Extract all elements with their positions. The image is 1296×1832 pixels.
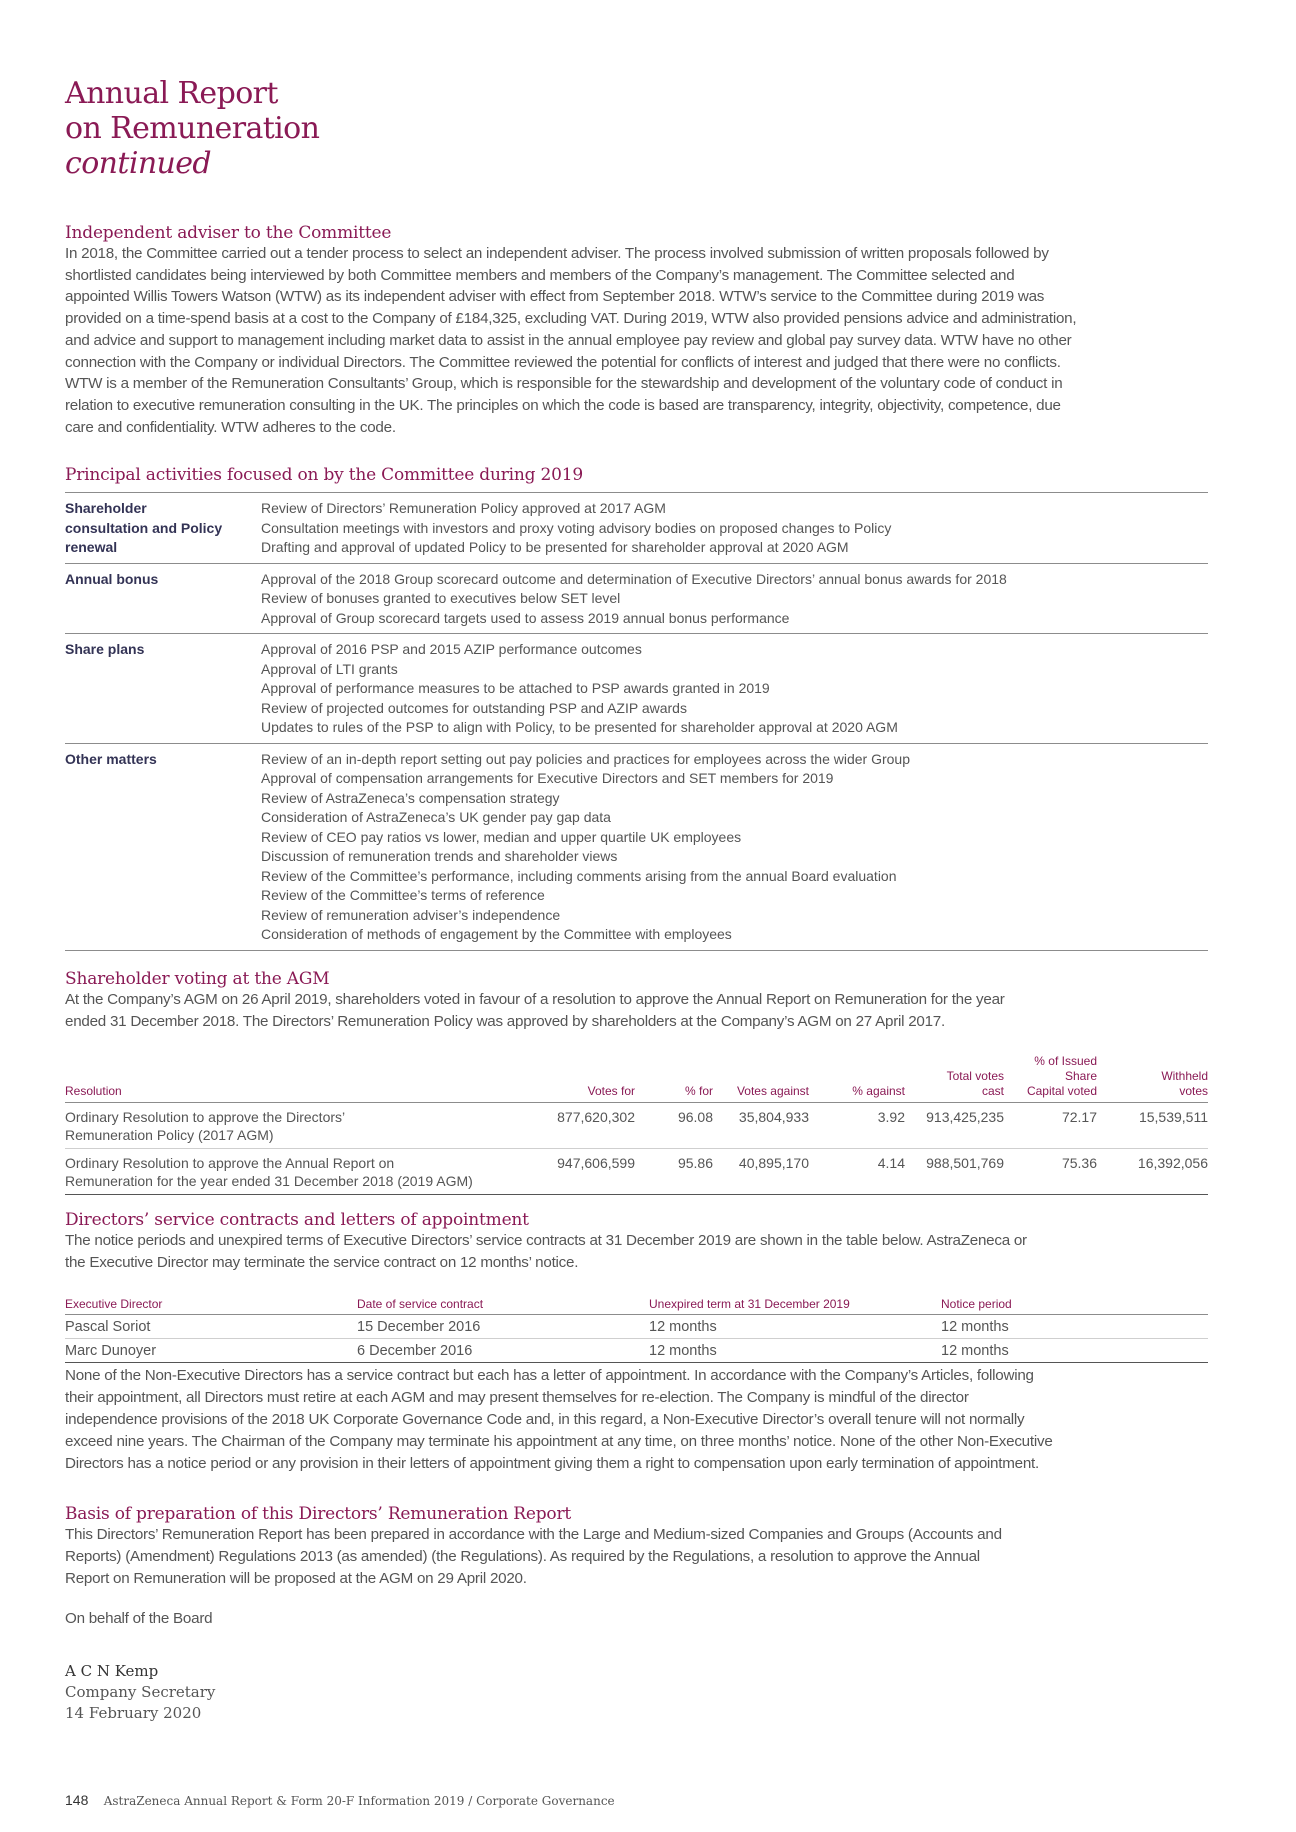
page-title — [65, 76, 319, 181]
pct-for-cell: 96.08 — [635, 1103, 713, 1149]
col-unexpired: Unexpired term at 31 December 2019 — [649, 1297, 941, 1315]
col-votes-against: Votes against — [713, 1054, 809, 1103]
page-footer — [65, 1792, 615, 1808]
resolution-cell: Ordinary Resolution to approve the Annual Report on Remuneration for the year ended 31 December 2018 (2019 AGM) — [65, 1149, 535, 1195]
activity-row-annual-bonus — [65, 564, 1208, 635]
title-continued: continued — [65, 146, 212, 181]
pct-for-cell: 95.86 — [635, 1149, 713, 1195]
contracts-table-wrap — [65, 1297, 1208, 1475]
votes-against-cell: 35,804,933 — [713, 1103, 809, 1149]
page-number: 148 — [65, 1792, 89, 1808]
activity-items: Approval of 2016 PSP and 2015 AZIP performance outcomes Approval of LTI grants Approval of performance measures to be attached to PSP awards granted in 2019 Review of projected outcomes for outstanding PSP and AZIP awards Updates to rules of the PSP to align with Policy, to be presented for shareholder approval at 2020 AGM — [261, 641, 898, 735]
signatory-role: Company Secretary — [65, 1683, 216, 1701]
voting-heading: Shareholder voting at the AGM — [65, 969, 330, 989]
contracts-table — [65, 1297, 1208, 1363]
activity-label: Other matters — [65, 750, 157, 767]
adviser-section — [65, 223, 1208, 438]
col-issued-capital: % of Issued Share Capital voted — [1004, 1054, 1097, 1103]
signatory-name: A C N Kemp — [65, 1662, 159, 1680]
voting-section — [65, 969, 1208, 1033]
col-pct-against: % against — [809, 1054, 905, 1103]
contracts-paragraph: The notice periods and unexpired terms of Executive Directors’ service contracts at 31 December 2019 are shown in the table below. AstraZeneca or the Executive Director may terminate the service contract on 12 months’ notice. — [65, 1232, 1027, 1271]
voting-table — [65, 1054, 1208, 1195]
adviser-heading: Independent adviser to the Committee — [65, 223, 392, 243]
withheld-cell: 16,392,056 — [1097, 1149, 1208, 1195]
pct-against-cell: 4.14 — [809, 1149, 905, 1195]
contracts-heading: Directors’ service contracts and letters of appointment — [65, 1210, 529, 1230]
contracts-section — [65, 1210, 1208, 1274]
basis-heading: Basis of preparation of this Directors’ Remuneration Report — [65, 1504, 572, 1524]
col-resolution: Resolution — [65, 1054, 535, 1103]
issued-cell: 75.36 — [1004, 1149, 1097, 1195]
col-pct-for: % for — [635, 1054, 713, 1103]
votes-against-cell: 40,895,170 — [713, 1149, 809, 1195]
pct-against-cell: 3.92 — [809, 1103, 905, 1149]
activity-items: Review of Directors’ Remuneration Policy approved at 2017 AGM Consultation meetings with investors and proxy voting advisory bodies on proposed changes to Policy Drafting and approval of updated Policy to be presented for shareholder approval at 2020 AGM — [261, 500, 892, 555]
voting-header-row — [65, 1054, 1208, 1103]
activity-row-shareholder — [65, 493, 1208, 564]
voting-paragraph: At the Company’s AGM on 26 April 2019, shareholders voted in favour of a resolution to approve the Annual Report on Remuneration for the year ended 31 December 2018. The Directors’ Remuneration Policy was approved by shareholders at the Company’s AGM on 27 April 2017. — [65, 991, 1005, 1030]
col-director: Executive Director — [65, 1297, 357, 1315]
activity-label: Share plans — [65, 641, 145, 657]
col-notice: Notice period — [941, 1297, 1208, 1315]
col-votes-for: Votes for — [535, 1054, 635, 1103]
title-line-1: Annual Report — [65, 76, 278, 111]
signature-block — [65, 1661, 1208, 1724]
table-row — [65, 1103, 1208, 1149]
on-behalf-text: On behalf of the Board — [65, 1610, 213, 1627]
withheld-cell: 15,539,511 — [1097, 1103, 1208, 1149]
col-date: Date of service contract — [357, 1297, 649, 1315]
col-total-votes: Total votes cast — [905, 1054, 1004, 1103]
basis-paragraph: This Directors’ Remuneration Report has been prepared in accordance with the Large and Medium-sized Companies and Groups (Accounts and Reports) (Amendment) Regulations 2013 (as amended) (the Regulations). As required by the Regulations, a resolution to approve the Annual Report on Remuneration will be proposed at the AGM on 29 April 2020. — [65, 1526, 1002, 1587]
issued-cell: 72.17 — [1004, 1103, 1097, 1149]
table-row: Pascal Soriot 15 December 2016 12 months 12 months — [65, 1315, 1208, 1339]
activity-label: Shareholder consultation and Policy renewal — [65, 500, 223, 555]
total-cell: 913,425,235 — [905, 1103, 1004, 1149]
col-withheld: Withheld votes — [1097, 1054, 1208, 1103]
adviser-paragraph: In 2018, the Committee carried out a tender process to select an independent adviser. The process involved submission of written proposals followed by shortlisted candidates being interviewed by both Committee members and members of the Company’s management. The Committee selected and appointed Willis Towers Watson (WTW) as its independent adviser with effect from September 2018. WTW’s service to the Committee during 2019 was provided on a time-spend basis at a cost to the Company of £184,325, excluding VAT. During 2019, WTW also provided pensions advice and administration, and advice and support to management including market data to assist in the annual employee pay review and global pay survey data. WTW have no other connection with the Company or individual Directors. The Committee reviewed the potential for conflicts of interest and judged that there were no conflicts. WTW is a member of the Remuneration Consultants’ Group, which is responsible for the stewardship and development of the voluntary code of conduct in relation to executive remuneration consulting in the UK. The principles on which the code is based are transparency, integrity, objectivity, competence, due care and confidentiality. WTW adheres to the code. — [65, 245, 1077, 436]
contracts-after-paragraph: None of the Non-Executive Directors has a service contract but each has a letter of appointment. In accordance with the Company’s Articles, following their appointment, all Directors must retire at each AGM and may present themselves for re-election. The Company is mindful of the director independence provisions of the 2018 UK Corporate Governance Code and, in this regard, a Non-Executive Director’s overall tenure will not normally exceed nine years. The Chairman of the Company may terminate his appointment at any time, on three months’ notice. None of the other Non-Executive Directors has a notice period or any provision in their letters of appointment giving them a right to compensation upon early termination of appointment. — [65, 1367, 1053, 1472]
votes-for-cell: 877,620,302 — [535, 1103, 635, 1149]
activity-label: Annual bonus — [65, 570, 159, 587]
activity-row-other-matters — [65, 744, 1208, 951]
resolution-cell: Ordinary Resolution to approve the Directors’ Remuneration Policy (2017 AGM) — [65, 1103, 535, 1149]
votes-for-cell: 947,606,599 — [535, 1149, 635, 1195]
footer-text: AstraZeneca Annual Report & Form 20-F Information 2019 / Corporate Governance — [103, 1794, 615, 1808]
signature-date: 14 February 2020 — [65, 1704, 202, 1722]
table-row: Marc Dunoyer 6 December 2016 12 months 12 months — [65, 1339, 1208, 1363]
contracts-header-row — [65, 1297, 1208, 1315]
activities-heading: Principal activities focused on by the Committee during 2019 — [65, 465, 583, 485]
activities-section — [65, 465, 1208, 485]
activities-table — [65, 492, 1208, 951]
activity-row-share-plans — [65, 634, 1208, 744]
activity-items: Approval of the 2018 Group scorecard outcome and determination of Executive Directors’ annual bonus awards for 2018 Review of bonuses granted to executives below SET level Approval of Group scorecard targets used to assess 2019 annual bonus performance — [261, 570, 1007, 626]
total-cell: 988,501,769 — [905, 1149, 1004, 1195]
voting-table-wrap — [65, 1054, 1208, 1195]
table-row — [65, 1149, 1208, 1195]
activity-items: Review of an in-depth report setting out pay policies and practices for employees across the wider Group Approval of compensation arrangements for Executive Directors and SET members for 2019 Review of AstraZeneca’s compensation strategy Consideration of AstraZeneca’s UK gender pay gap data Review of CEO pay ratios vs lower, median and upper quartile UK employees Discussion of remuneration trends and shareholder views Review of the Committee’s performance, including comments arising from the annual Board evaluation Review of the Committee’s terms of reference Review of remuneration adviser’s independence Consideration of methods of engagement by the Committee with employees — [261, 750, 911, 942]
title-line-2: on Remuneration — [65, 111, 320, 146]
basis-section — [65, 1504, 1208, 1630]
